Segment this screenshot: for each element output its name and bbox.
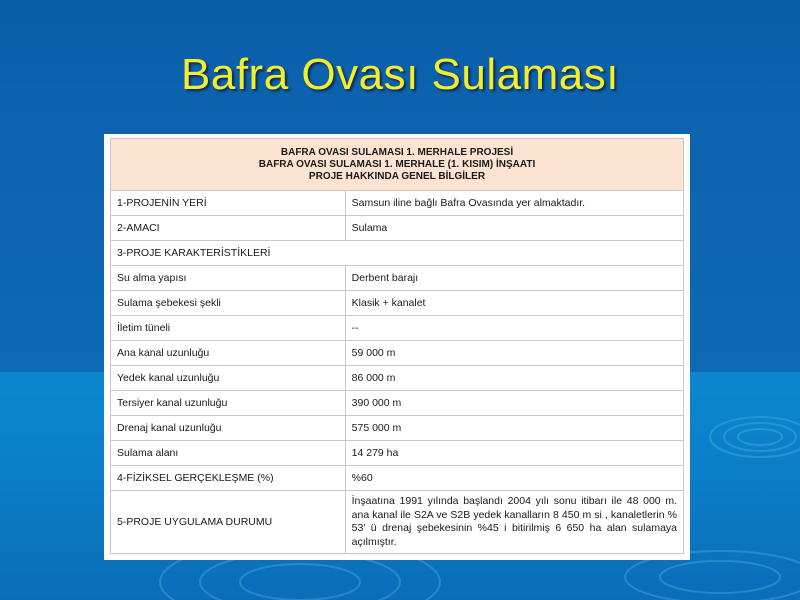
row-value: Derbent barajı <box>345 266 683 291</box>
row-value: İnşaatına 1991 yılında başlandı 2004 yılı sonu itibarı ile 48 000 m. ana kanal ile S2A ve S2B yedek kanalların 8 450 m si , kanaletlerin % 53' ü drenaj şebekesinin %45 i bitirilmiş 6 650 ha alan sulamaya açılmıştır. <box>345 491 683 554</box>
table-row <box>111 441 684 466</box>
row-value: Samsun iline bağlı Bafra Ovasında yer almaktadır. <box>345 191 683 216</box>
info-table-frame <box>104 134 690 560</box>
row-value: 390 000 m <box>345 391 683 416</box>
row-label: 1-PROJENİN YERİ <box>111 191 346 216</box>
table-row <box>111 466 684 491</box>
row-label: Ana kanal uzunluğu <box>111 341 346 366</box>
table-row <box>111 191 684 216</box>
row-label: Tersiyer kanal uzunluğu <box>111 391 346 416</box>
row-value: -- <box>345 316 683 341</box>
section-label: 3-PROJE KARAKTERİSTİKLERİ <box>111 241 684 266</box>
row-value: Klasik + kanalet <box>345 291 683 316</box>
table-row <box>111 316 684 341</box>
row-label: 4-FİZİKSEL GERÇEKLEŞME (%) <box>111 466 346 491</box>
row-value: %60 <box>345 466 683 491</box>
row-label: Sulama alanı <box>111 441 346 466</box>
table-row <box>111 491 684 554</box>
row-label: 5-PROJE UYGULAMA DURUMU <box>111 491 346 554</box>
table-row <box>111 266 684 291</box>
row-value: 14 279 ha <box>345 441 683 466</box>
row-label: Su alma yapısı <box>111 266 346 291</box>
table-header <box>111 139 684 191</box>
table-row <box>111 291 684 316</box>
row-label: Drenaj kanal uzunluğu <box>111 416 346 441</box>
row-label: İletim tüneli <box>111 316 346 341</box>
header-line-1: BAFRA OVASI SULAMASI 1. MERHALE PROJESİ <box>280 146 514 158</box>
row-value: 59 000 m <box>345 341 683 366</box>
row-label: Sulama şebekesi şekli <box>111 291 346 316</box>
table-row <box>111 241 684 266</box>
table-row <box>111 366 684 391</box>
row-value: 86 000 m <box>345 366 683 391</box>
row-label: 2-AMACI <box>111 216 346 241</box>
row-value: 575 000 m <box>345 416 683 441</box>
row-value: Sulama <box>345 216 683 241</box>
table-row <box>111 416 684 441</box>
project-info-table <box>110 138 684 554</box>
header-line-2: BAFRA OVASI SULAMASI 1. MERHALE (1. KISIM) İNŞAATI <box>258 158 536 170</box>
table-row <box>111 216 684 241</box>
row-label: Yedek kanal uzunluğu <box>111 366 346 391</box>
slide-title: Bafra Ovası Sulaması <box>181 50 619 99</box>
table-row <box>111 341 684 366</box>
header-line-3: PROJE HAKKINDA GENEL BİLGİLER <box>308 170 486 182</box>
table-row <box>111 391 684 416</box>
